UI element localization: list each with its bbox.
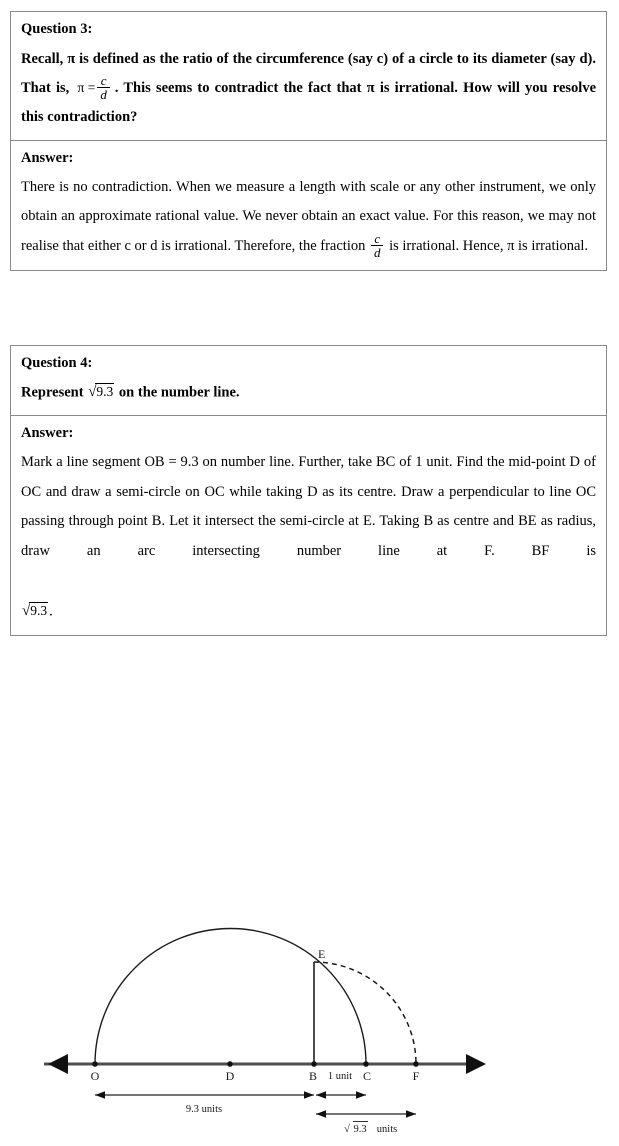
formula-lhs: π = xyxy=(77,79,96,95)
point-dot-f xyxy=(413,1061,419,1067)
measure-bc xyxy=(316,1071,366,1099)
question-4-text-part-1: Represent xyxy=(21,384,84,401)
radicand-value: 9.3 xyxy=(96,383,114,399)
question-4-body xyxy=(21,379,596,408)
fraction-denominator: d xyxy=(97,87,110,102)
answer-4-title: Answer: xyxy=(21,425,74,442)
question-4-box xyxy=(10,345,607,1135)
question-3-title: Question 3: xyxy=(21,21,93,37)
sqrt-9-3-symbol xyxy=(88,378,114,407)
answer-fraction-denominator: d xyxy=(371,245,384,260)
measure-bf xyxy=(316,1110,416,1135)
measure-bc-label: 1 unit xyxy=(327,1071,353,1082)
radical-sign: √ xyxy=(88,383,97,400)
question-3-box xyxy=(10,11,607,271)
answer-4-text-part-1: Mark a line segment OB = 9.3 on number line. Further, take BC of 1 unit. Find the mid-point D of OC and draw a semi-circle on OC while taking D as its centre. Draw a perpendicular to line OC passing through point B. Let it intersect the semi-circle at E. Taking B as centre and BE as radius, draw an arc intersecting number line at F. BF is xyxy=(21,454,596,560)
point-dot-o xyxy=(92,1061,98,1067)
answer-4-body xyxy=(21,448,596,627)
number-line-right-arrowhead xyxy=(466,1054,486,1074)
answer-3-title: Answer: xyxy=(21,149,74,166)
answer-3-text-part-2: is irrational. Hence, π is irrational. xyxy=(389,238,589,255)
answer-radicand-value: 9.3 xyxy=(30,602,48,618)
number-line-axis xyxy=(44,1054,486,1074)
question-3-cell xyxy=(11,12,606,140)
measure-bf-radicand: 9.3 xyxy=(353,1124,367,1135)
pi-equals-c-over-d-formula xyxy=(78,74,112,103)
answer-fraction-numerator: c xyxy=(374,230,381,246)
semicircle-on-oc xyxy=(95,929,366,1065)
answer-3-cell xyxy=(11,140,606,270)
question-4-cell xyxy=(11,346,606,415)
answer-fraction-c-over-d xyxy=(371,232,384,260)
point-label-d: D xyxy=(225,1069,235,1083)
fraction-c-over-d xyxy=(97,74,110,102)
answer-sqrt-9-3-symbol xyxy=(22,596,48,627)
answer-3-body xyxy=(21,173,596,262)
question-3-text-part-1: Recall, π is defined as the ratio of the circumference (say c) of a circle to its diameter (say d). That is, xyxy=(21,50,596,96)
point-label-o: O xyxy=(90,1069,100,1083)
fraction-numerator: c xyxy=(100,72,107,88)
measure-bf-suffix: units xyxy=(376,1124,398,1135)
question-4-text-part-2: on the number line. xyxy=(118,384,240,401)
question-3-body xyxy=(21,45,596,132)
measure-ob xyxy=(95,1091,314,1115)
point-label-e: E xyxy=(318,947,326,961)
answer-4-cell xyxy=(11,415,606,1135)
point-label-c: C xyxy=(362,1069,372,1083)
point-dot-b xyxy=(311,1061,317,1067)
number-line-construction-diagram xyxy=(22,918,617,1146)
measure-ob-label: 9.3 units xyxy=(185,1104,223,1115)
point-dot-d xyxy=(227,1061,233,1067)
measure-bf-radical-sign: √ xyxy=(344,1124,350,1135)
answer-4-text-part-2: . xyxy=(49,603,53,620)
point-label-f: F xyxy=(412,1069,420,1083)
point-dot-c xyxy=(363,1061,369,1067)
point-label-b: B xyxy=(308,1069,318,1083)
measure-bf-label xyxy=(344,1122,397,1136)
answer-3-text-part-1: There is no contradiction. When we measure a length with scale or any other instrument, we only obtain an approximate rational value. We never obtain an exact value. For this reason, we may not realise that either c or d is irrational. Therefore, the fraction xyxy=(21,178,596,255)
answer-radical-sign: √ xyxy=(22,602,31,619)
question-4-title: Question 4: xyxy=(21,355,93,371)
number-line-left-arrowhead xyxy=(48,1054,68,1074)
question-3-text-part-2: . This seems to contradict the fact that π is irrational. How will you resolve this contradiction? xyxy=(21,79,597,125)
